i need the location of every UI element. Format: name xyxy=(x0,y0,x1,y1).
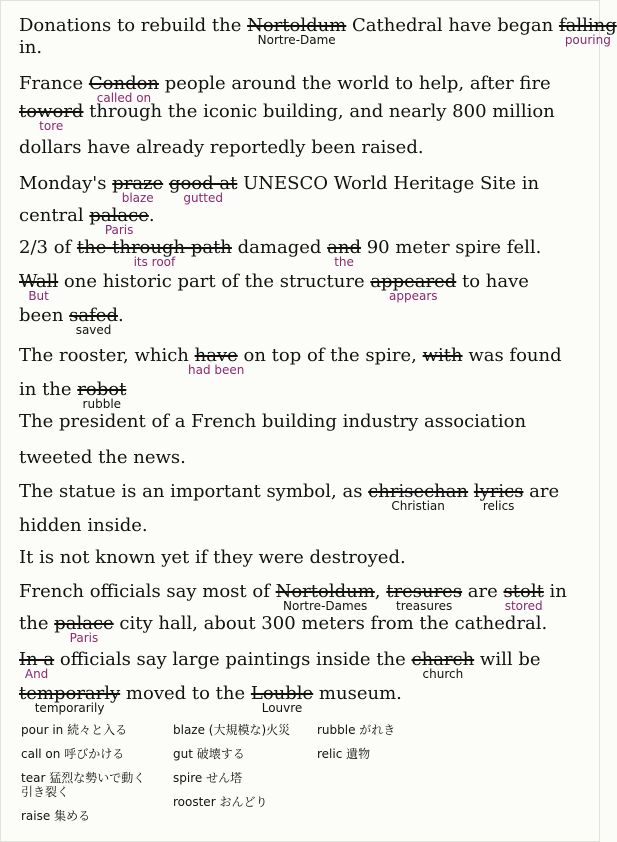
text-segment: UNESCO World Heritage Site in xyxy=(237,173,540,194)
text-segment: The president of a French building industry association xyxy=(19,411,527,432)
text-segment: officials say large paintings inside the xyxy=(54,649,412,670)
text-segment: The rooster, which xyxy=(19,345,195,366)
text-segment: was found xyxy=(462,345,562,366)
text-segment: on top of the spire, xyxy=(237,345,423,366)
struck-text: In a xyxy=(19,649,55,670)
edit-mark xyxy=(88,73,160,105)
struck-text: Condon xyxy=(88,73,160,94)
text-segment: Cathedral have began xyxy=(346,15,559,36)
struck-text: Wall xyxy=(19,271,59,292)
vocab-item: pour in 続々と入る xyxy=(21,723,128,737)
text-line xyxy=(19,515,148,537)
text-segment: central xyxy=(19,205,90,226)
text-segment: in xyxy=(543,581,567,602)
correction-note: Christian xyxy=(391,499,445,513)
text-segment: the xyxy=(19,613,55,634)
struck-text: the through path xyxy=(76,237,232,258)
correction-note: But xyxy=(28,289,49,303)
struck-text: stolt xyxy=(503,581,544,602)
edit-mark xyxy=(386,581,463,613)
text-segment: in. xyxy=(19,37,43,58)
edit-mark xyxy=(89,205,149,237)
correction-note: stored xyxy=(504,599,543,613)
text-line xyxy=(19,137,424,159)
correction-note: gutted xyxy=(183,191,223,205)
text-line xyxy=(19,379,127,411)
struck-text: praze xyxy=(112,173,164,194)
text-line xyxy=(19,271,529,303)
vocab-item: tear 猛烈な勢いで動く xyxy=(21,771,146,785)
struck-text: palace xyxy=(54,613,114,634)
vocab-item: raise 集める xyxy=(21,809,91,823)
struck-text: falling xyxy=(558,15,617,36)
text-segment: moved to the xyxy=(120,683,251,704)
vocab-item: 引き裂く xyxy=(21,785,70,799)
vocab-col3 xyxy=(317,723,395,761)
text-segment: are xyxy=(462,581,504,602)
text-segment: The statue is an important symbol, as xyxy=(19,481,369,502)
vocab-item: relic 遺物 xyxy=(317,747,371,761)
struck-text: appeared xyxy=(370,271,457,292)
correction-note: tore xyxy=(39,119,64,133)
text-segment: French officials say most of xyxy=(19,581,276,602)
edit-mark xyxy=(411,649,475,681)
text-segment: through the iconic building, and nearly 800 million xyxy=(83,101,555,122)
correction-note: its roof xyxy=(133,255,176,269)
text-segment: . xyxy=(117,305,124,326)
text-segment: are xyxy=(523,481,560,502)
text-line xyxy=(19,101,555,133)
vocab-item: rubble がれき xyxy=(317,723,396,737)
text-line xyxy=(19,683,402,715)
text-line xyxy=(19,345,562,377)
correction-note: rubble xyxy=(82,397,122,411)
text-line xyxy=(19,237,542,269)
text-segment: damaged xyxy=(237,237,322,258)
struck-text: have xyxy=(194,345,238,366)
correction-note: saved xyxy=(75,323,112,337)
vocab-item: rooster おんどり xyxy=(173,795,268,809)
struck-text: safed xyxy=(69,305,118,326)
text-segment: 90 meter spire fell. xyxy=(361,237,542,258)
edit-mark xyxy=(19,649,55,681)
edit-mark xyxy=(423,345,463,367)
text-segment: tweeted the news. xyxy=(19,447,186,468)
edit-mark xyxy=(275,581,375,613)
edit-mark xyxy=(19,271,59,303)
edit-mark xyxy=(168,173,238,205)
struck-text: Nortoldum xyxy=(247,15,347,36)
text-segment: Monday's xyxy=(19,173,113,194)
text-segment: , xyxy=(374,581,387,602)
correction-note: treasures xyxy=(396,599,453,613)
text-segment: hidden inside. xyxy=(19,515,148,536)
correction-note: called on xyxy=(96,91,152,105)
correction-note: blaze xyxy=(121,191,154,205)
text-segment: 2/3 of xyxy=(19,237,77,258)
correction-note: Paris xyxy=(104,223,134,237)
struck-text: temporarly xyxy=(19,683,121,704)
struck-text: tresures xyxy=(386,581,463,602)
correction-note: relics xyxy=(482,499,515,513)
vocab-item: blaze (大規模な)火災 xyxy=(173,723,291,737)
text-line xyxy=(19,547,406,569)
edit-mark xyxy=(473,481,524,513)
text-segment: . xyxy=(148,205,155,226)
struck-text: and xyxy=(327,237,361,258)
vocab-item: gut 破壊する xyxy=(173,747,245,761)
edit-mark xyxy=(558,15,617,47)
correction-note: Paris xyxy=(69,631,99,645)
text-segment: in the xyxy=(19,379,78,400)
struck-text: good at xyxy=(168,173,238,194)
vocab-col1 xyxy=(21,723,145,823)
edit-mark xyxy=(370,271,457,303)
text-segment: been xyxy=(19,305,70,326)
correction-note: pouring xyxy=(564,33,611,47)
struck-text: Nortoldum xyxy=(275,581,375,602)
edit-mark xyxy=(19,683,121,715)
edit-mark xyxy=(19,101,84,133)
vocab-item: spire せん塔 xyxy=(173,771,243,785)
edit-mark xyxy=(327,237,361,269)
text-line xyxy=(19,37,42,59)
struck-text: robot xyxy=(77,379,127,400)
vocab-item: call on 呼びかける xyxy=(21,747,125,761)
text-line xyxy=(19,15,617,47)
text-line xyxy=(19,173,540,205)
text-line xyxy=(19,73,551,105)
struck-text: palace xyxy=(89,205,149,226)
correction-note: had been xyxy=(187,363,245,377)
edit-mark xyxy=(76,237,232,269)
edit-mark xyxy=(69,305,118,337)
edit-mark xyxy=(250,683,314,715)
text-segment: Donations to rebuild the xyxy=(19,15,248,36)
correction-note: church xyxy=(422,667,464,681)
text-segment: to have xyxy=(456,271,529,292)
text-segment: one historic part of the structure xyxy=(58,271,371,292)
correction-note: Nortre-Dames xyxy=(283,599,368,613)
correction-note: Nortre-Dame xyxy=(257,33,336,47)
text-segment: will be xyxy=(474,649,541,670)
edit-mark xyxy=(503,581,544,613)
struck-text: charch xyxy=(411,649,475,670)
text-line xyxy=(19,205,155,237)
struck-text: chrisechan xyxy=(368,481,469,502)
text-line xyxy=(19,613,548,645)
text-line xyxy=(19,305,124,337)
edit-mark xyxy=(77,379,127,411)
correction-note: appears xyxy=(389,289,438,303)
edit-mark xyxy=(247,15,347,47)
vocab-col2 xyxy=(173,723,290,809)
correction-note: And xyxy=(24,667,49,681)
struck-text: toword xyxy=(19,101,84,122)
text-line xyxy=(19,481,560,513)
text-segment: people around the world to help, after fire xyxy=(159,73,551,94)
text-segment: city hall, about 300 meters from the cathedral. xyxy=(113,613,548,634)
edit-mark xyxy=(112,173,164,205)
text-line xyxy=(19,649,541,681)
correction-note: Louvre xyxy=(261,701,303,715)
text-line xyxy=(19,581,567,613)
edit-mark xyxy=(368,481,469,513)
correction-note: temporarily xyxy=(34,701,105,715)
struck-text: Louble xyxy=(250,683,314,704)
struck-text: lyrics xyxy=(473,481,524,502)
text-segment: France xyxy=(19,73,89,94)
edit-mark xyxy=(187,345,245,377)
text-segment: dollars have already reportedly been raised. xyxy=(19,137,424,158)
text-segment: museum. xyxy=(313,683,402,704)
text-segment: It is not known yet if they were destroyed. xyxy=(19,547,406,568)
struck-text: with xyxy=(422,345,463,366)
text-line xyxy=(19,411,526,433)
edit-mark xyxy=(54,613,114,645)
correction-note: the xyxy=(334,255,354,269)
text-line xyxy=(19,447,186,469)
